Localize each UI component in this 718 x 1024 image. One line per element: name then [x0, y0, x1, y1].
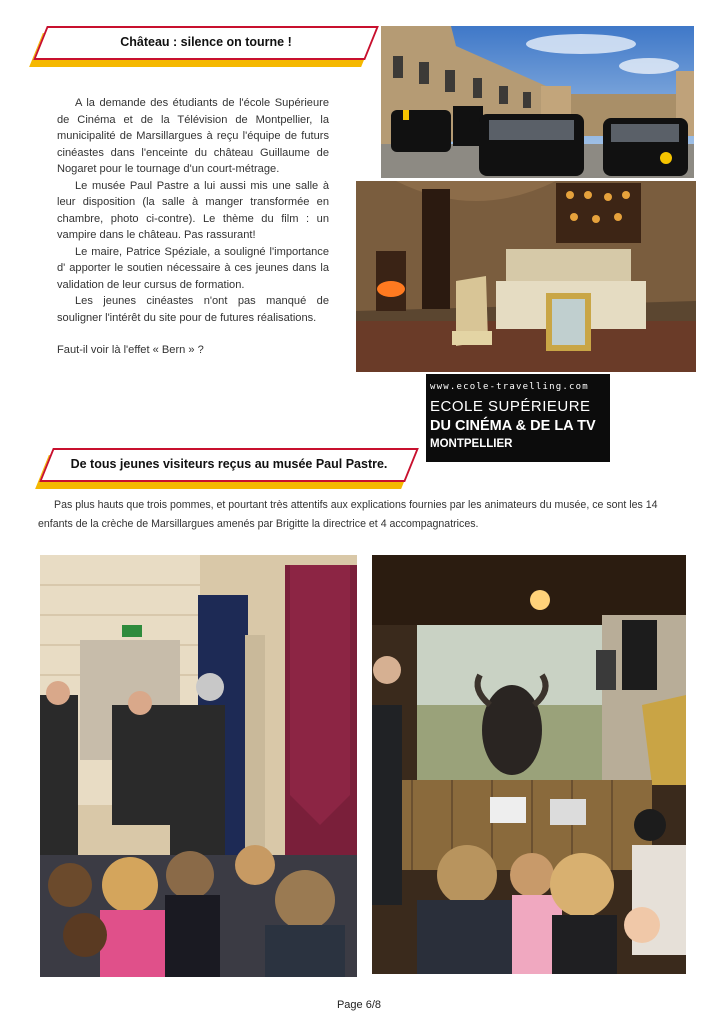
photo-children-bull-display [372, 555, 686, 974]
section-1-banner [36, 26, 376, 64]
article-paragraph: A la demande des étudiants de l'école Supérieure de Cinéma et de la Télévision de Montpellier, la municipalité de Marsillargues à reçu l'équipe de futurs cinéastes dans l'enceinte du château Guillaume de Nogaret pour le tournage d'un court-métrage. [57, 97, 329, 175]
page-number: Page 6/8 [336, 999, 382, 1011]
logo-line-3: MONTPELLIER [430, 438, 513, 450]
section-1-title: Château : silence on tourne ! [120, 35, 292, 49]
ecole-superieure-logo [426, 374, 610, 462]
logo-line-1: ECOLE SUPÉRIEURE [430, 398, 591, 415]
article-paragraph: Le musée Paul Pastre a lui aussi mis une salle à leur disposition (la salle à manger transformée en chambre, photo ci-contre). Le thème du film : un vampire dans le château. Pas rassurant! [57, 179, 329, 241]
section-2-title: De tous jeunes visiteurs reçus au musée Paul Pastre. [70, 457, 388, 471]
intro-paragraph: Pas plus hauts que trois pommes, et pourtant très attentifs aux explications fournies par les animateurs du musée, ce sont les 14 enfants de la crèche de Marsillargues amenés par Brigitte la directrice et 4 accompagnatrices. [38, 499, 658, 530]
photo-chateau-vans [381, 26, 694, 178]
article-paragraph: Les jeunes cinéastes n'ont pas manqué de souligner l'intérêt du site pour de futures réalisations. [57, 295, 329, 324]
article-paragraph: Le maire, Patrice Spéziale, a souligné l'importance d' apporter le soutien nécessaire à ces jeunes dans la validation de leur cursus de formation. [57, 245, 329, 291]
photo-museum-bedroom [356, 181, 696, 372]
article-chateau [57, 95, 329, 359]
article-closing: Faut-il voir là l'effet « Bern » ? [57, 344, 204, 356]
logo-url: www.ecole-travelling.com [430, 382, 589, 392]
photo-children-museum-banners [40, 555, 357, 977]
article-creche-visit [38, 496, 690, 534]
section-2-banner [42, 448, 416, 486]
logo-line-2: DU CINÉMA & DE LA TV [430, 418, 596, 434]
